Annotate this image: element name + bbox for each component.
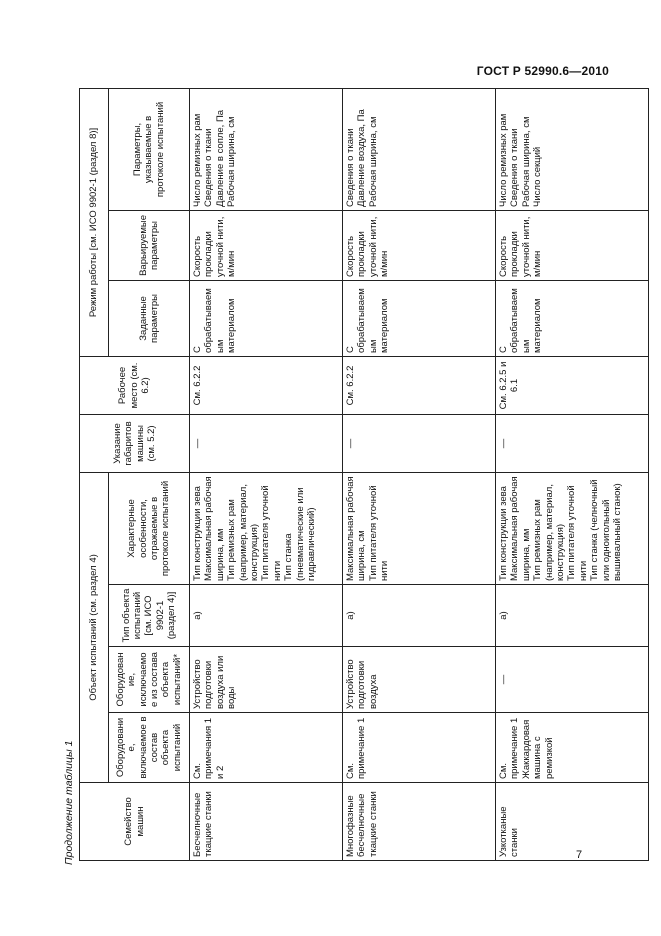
header-operating-mode: Режим работы [см. ИСО 9902-1 (раздел 8)] bbox=[80, 88, 109, 356]
cell-report-params: Сведения о ткани Давление воздуха, Па Рабочая ширина, см bbox=[343, 88, 496, 210]
cell-workplace: См. 6.2.2 bbox=[343, 356, 496, 414]
cell-test-object-type: а) bbox=[496, 585, 649, 647]
table-continuation-label: Продолжение таблицы 1 bbox=[63, 740, 75, 865]
cell-report-params: Число ремизных рам Сведения о ткани Рабочая ширина, см Число секций bbox=[496, 88, 649, 210]
cell-test-object-type: а) bbox=[343, 585, 496, 647]
cell-equipment-excluded: Устройство подготовки воздуха или воды bbox=[190, 647, 343, 713]
header-given-params: Заданные параметры bbox=[109, 280, 190, 356]
standard-code: ГОСТ Р 52990.6—2010 bbox=[476, 64, 609, 78]
table-row bbox=[190, 88, 343, 860]
cell-features: Тип конструкции зева Максимальная рабочая ширина, мм Тип ремизных рам (например, материал, конструкция) Тип питателя уточной нити Тип станка (челночный или одноигольный вышивальный станок) bbox=[496, 472, 649, 584]
cell-dims: — bbox=[343, 414, 496, 472]
cell-test-object-type: а) bbox=[190, 585, 343, 647]
table-row bbox=[343, 88, 496, 860]
machine-family-table bbox=[79, 88, 649, 861]
header-test-object-type: Тип объекта испытаний [см. ИСО 9902-1 (раздел 4)] bbox=[109, 585, 190, 647]
cell-equipment-excluded: Устройство подготовки воздуха bbox=[343, 647, 496, 713]
cell-equipment-included: См. примечание 1 Жаккардовая машина с ремизкой bbox=[496, 713, 649, 783]
table-row bbox=[496, 88, 649, 860]
header-report-params: Параметры, указываемые в протоколе испытаний bbox=[109, 88, 190, 210]
header-features: Характерные особенности, отражаемые в протоколе испытаний bbox=[109, 472, 190, 584]
cell-given-params: С обрабатываемым материалом bbox=[343, 280, 496, 356]
cell-family: Бесчелночные ткацкие станки bbox=[190, 783, 343, 861]
header-family: Семейство машин bbox=[80, 783, 190, 861]
cell-varied-params: Скорость прокладки уточной нити, м/мин bbox=[496, 210, 649, 280]
cell-dims: — bbox=[496, 414, 649, 472]
rotated-table-container bbox=[59, 85, 623, 865]
cell-features: Максимальная рабочая ширина, см Тип питателя уточной нити bbox=[343, 472, 496, 584]
header-dims: Указание габаритов машины (см. 5.2) bbox=[80, 414, 190, 472]
header-workplace: Рабочее место (см. 6.2) bbox=[80, 356, 190, 414]
cell-given-params: С обрабатываемым материалом bbox=[496, 280, 649, 356]
cell-varied-params: Скорость прокладки уточной нити, м/мин bbox=[343, 210, 496, 280]
cell-equipment-included: См. примечания 1 и 2 bbox=[190, 713, 343, 783]
table-column-header-row bbox=[109, 88, 190, 860]
header-test-object: Объект испытаний (см. раздел 4) bbox=[80, 472, 109, 782]
header-equipment-excluded: Оборудование, исключаемое из состава объекта испытаний* bbox=[109, 647, 190, 713]
cell-features: Тип конструкции зева Максимальная рабочая ширина, мм Тип ремизных рам (например, материал, конструкция) Тип питателя уточной нити Тип станка (пневматические или гидравлический) bbox=[190, 472, 343, 584]
cell-workplace: См. 6.2.5 и 6.1 bbox=[496, 356, 649, 414]
cell-workplace: См. 6.2.2 bbox=[190, 356, 343, 414]
cell-equipment-excluded: — bbox=[496, 647, 649, 713]
page-number: 7 bbox=[576, 849, 583, 861]
header-equipment-included: Оборудование, включаемое в состав объекта испытаний bbox=[109, 713, 190, 783]
cell-family: Узкотканые станки bbox=[496, 783, 649, 861]
cell-dims: — bbox=[190, 414, 343, 472]
cell-varied-params: Скорость прокладки уточной нити, м/мин bbox=[190, 210, 343, 280]
cell-given-params: С обрабатываемым материалом bbox=[190, 280, 343, 356]
table-group-header-row bbox=[80, 88, 109, 860]
cell-equipment-included: См. примечание 1 bbox=[343, 713, 496, 783]
header-varied-params: Варьируемые параметры bbox=[109, 210, 190, 280]
cell-report-params: Число ремизных рам Сведения о ткани Давление в сопле, Па Рабочая ширина, см bbox=[190, 88, 343, 210]
cell-family: Многофазные бесчелночные ткацкие станки bbox=[343, 783, 496, 861]
